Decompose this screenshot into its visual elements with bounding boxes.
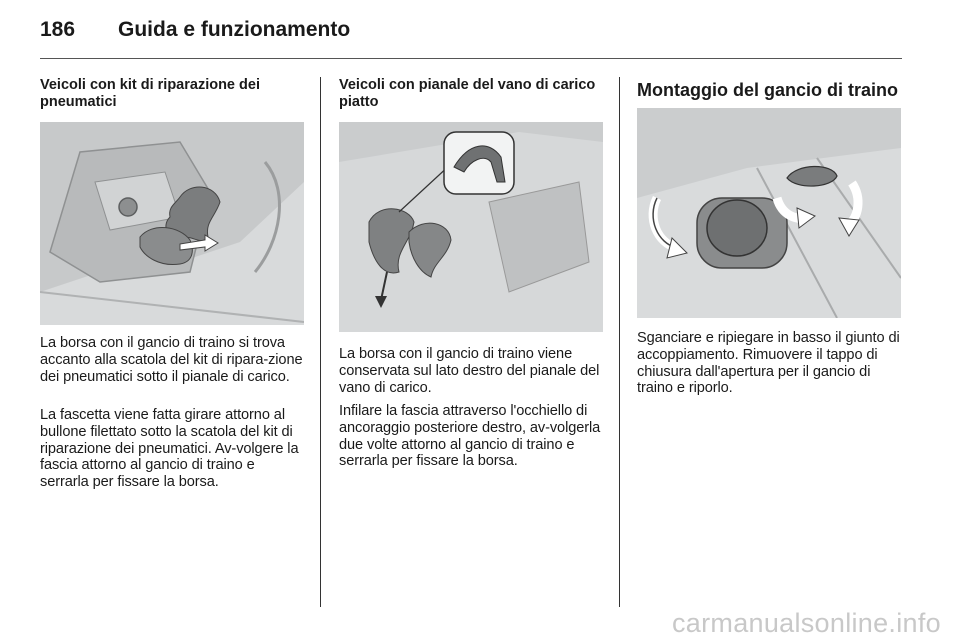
illustration-tow-hook-coupling	[637, 108, 901, 318]
column-mounting-tow-hook	[637, 77, 903, 397]
paragraph-bag-right-side: La borsa con il gancio di traino viene conservata sul lato destro del pianale del vano di carico.	[339, 346, 600, 396]
column-divider-2	[619, 77, 620, 607]
page-header	[40, 18, 900, 58]
illustration-trunk-repair-kit	[40, 122, 304, 325]
paragraph-strap-instructions: La fascetta viene fatta girare attorno al bullone filettato sotto la scatola del kit di riparazione dei pneumatici. Av-volgere la fascia attorno al gancio di traino e serrarla per fissare la borsa.	[40, 407, 299, 491]
paragraph-unhook-coupling: Sganciare e ripiegare in basso il giunto di accoppiamento. Rimuovere il tappo di chiusura dall'apertura per il gancio di traino e riporlo.	[637, 330, 900, 397]
paragraph-strap-eyelet: Infilare la fascia attraverso l'occhiello di ancoraggio posteriore destro, av-volgerla due volte attorno al gancio di traino e serrarla per fissare la borsa.	[339, 403, 601, 470]
column-tyre-repair-kit	[40, 77, 304, 491]
section-heading-flat-load-floor: Veicoli con pianale del vano di carico piatto	[339, 77, 596, 110]
header-divider	[40, 58, 902, 59]
paragraph-bag-location: La borsa con il gancio di traino si trova accanto alla scatola del kit di ripara-zione dei pneumatici sotto il pianale di carico.	[40, 335, 303, 385]
section-heading-tyre-repair-kit: Veicoli con kit di riparazione dei pneumatici	[40, 77, 260, 110]
illustration-load-compartment	[339, 122, 603, 332]
column-flat-load-floor	[339, 77, 603, 470]
column-divider-1	[320, 77, 321, 607]
section-heading-mounting-tow-hook: Montaggio del gancio di traino	[637, 80, 898, 100]
page-title: Guida e funzionamento	[118, 18, 351, 41]
page-number: 186	[40, 18, 76, 41]
watermark: carmanualsonline.info	[672, 608, 941, 638]
